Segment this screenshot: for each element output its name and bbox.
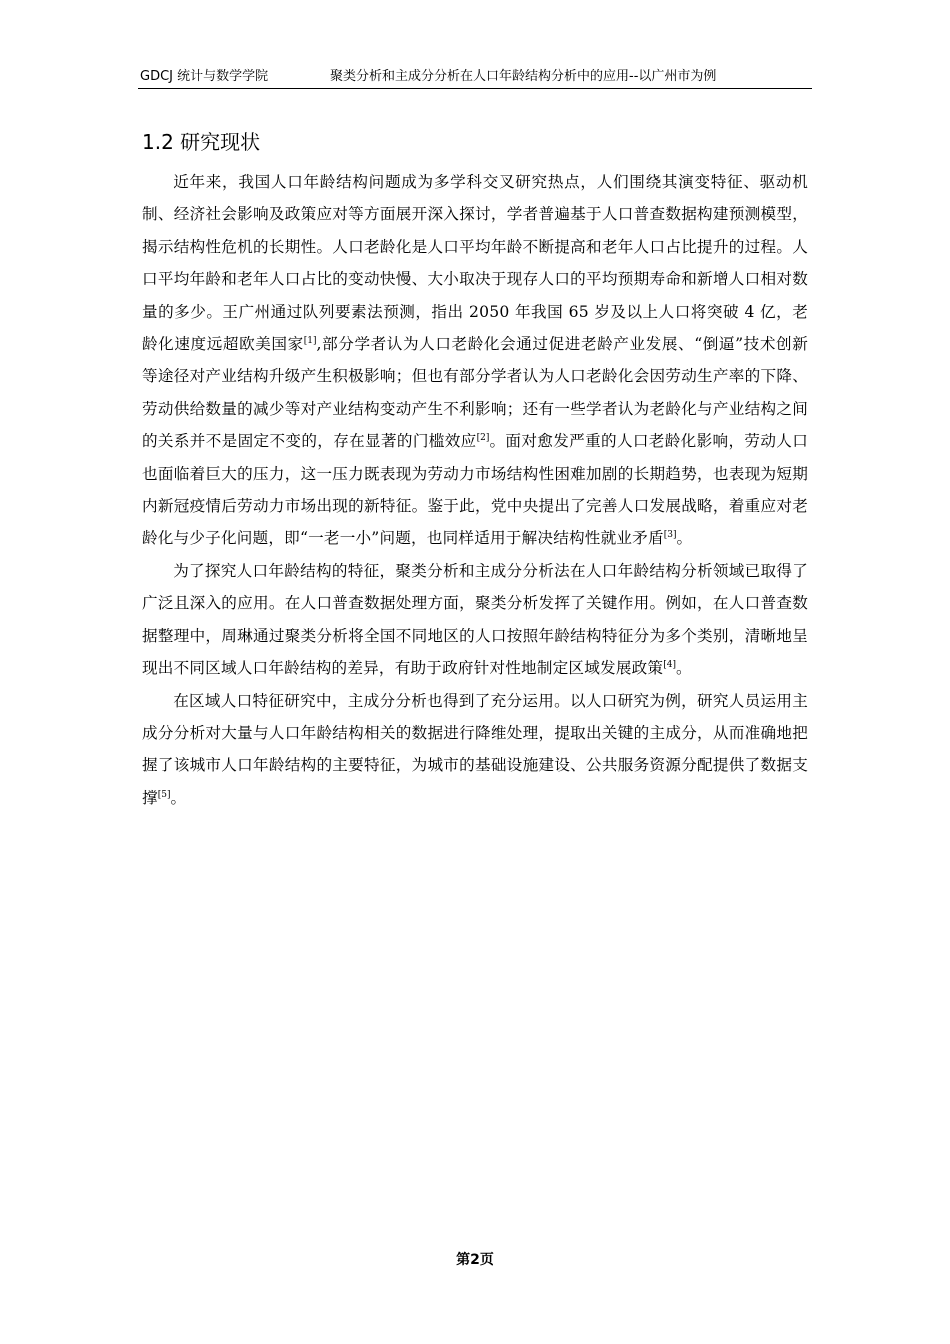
paragraph-3-text-1: 在区域人口特征研究中，主成分分析也得到了充分运用。以人口研究为例，研究人员运用主成分分析对大量与人口年龄结构相关的数据进行降维处理，提取出关键的主成分，从而准确地把握了该城市人口年龄结构的主要特征，为城市的基础设施建设、公共服务资源分配提供了数据支撑	[142, 691, 808, 807]
paragraph-3	[142, 685, 808, 815]
section-body	[142, 166, 808, 814]
header-divider	[138, 88, 812, 89]
header-thesis-title: 聚类分析和主成分分析在人口年龄结构分析中的应用--以广州市为例	[330, 69, 717, 84]
paragraph-3-text-2: 。	[170, 788, 187, 807]
citation-3: [3]	[663, 530, 677, 541]
citation-4: [4]	[663, 660, 676, 671]
paragraph-1-text-1: 近年来，我国人口年龄结构问题成为多学科交叉研究热点，人们围绕其演变特征、驱动机制、经济社会影响及政策应对等方面展开深入探讨，学者普遍基于人口普查数据构建预测模型，揭示结构性危机的长期性。人口老龄化是人口平均年龄不断提高和老年人口占比提升的过程。人口平均年龄和老年人口占比的变动快慢、大小取决于现存人口的平均预期寿命和新增人口相对数量的多少。王广州通过队列要素法预测，指出 2050 年我国 65 岁及以上人口将突破 4 亿，老龄化速度远超欧美国家	[142, 173, 808, 354]
paragraph-2-text-2: 。	[675, 659, 692, 678]
paragraph-1-text-4: 。	[676, 529, 693, 548]
paragraph-1	[142, 166, 808, 555]
page-number: 第2页	[456, 1252, 494, 1268]
header-school: GDCJ 统计与数学学院	[140, 69, 269, 84]
paragraph-2-text-1: 为了探究人口年龄结构的特征，聚类分析和主成分分析法在人口年龄结构分析领域已取得了广泛且深入的应用。在人口普查数据处理方面，聚类分析发挥了关键作用。例如，在人口普查数据整理中，周琳通过聚类分析将全国不同地区的人口按照年龄结构特征分为多个类别，清晰地呈现出不同区域人口年龄结构的差异，有助于政府针对性地制定区域发展政策	[142, 561, 808, 678]
paragraph-2	[142, 555, 808, 685]
paragraph-1-text-3: 。面对愈发严重的人口老龄化影响，劳动人口也面临着巨大的压力，这一压力既表现为劳动力市场结构性困难加剧的长期趋势，也表现为短期内新冠疫情后劳动力市场出现的新特征。鉴于此，党中央提出了完善人口发展战略，着重应对老龄化与少子化问题，即“一老一小”问题，也同样适用于解决结构性就业矛盾	[142, 432, 808, 548]
citation-2: [2]	[476, 433, 490, 444]
section-title: 1.2 研究现状	[142, 130, 261, 154]
citation-1: [1]	[303, 336, 317, 347]
citation-5: [5]	[157, 789, 171, 800]
running-header	[138, 66, 812, 88]
paragraph-1-text-2: ,部分学者认为人口老龄化会通过促进老龄产业发展、“倒逼”技术创新等途径对产业结构升级产生积极影响；但也有部分学者认为人口老龄化会因劳动生产率的下降、劳动供给数量的减少等对产业结构变动产生不利影响；还有一些学者认为老龄化与产业结构之间的关系并不是固定不变的，存在显著的门槛效应	[142, 335, 808, 451]
